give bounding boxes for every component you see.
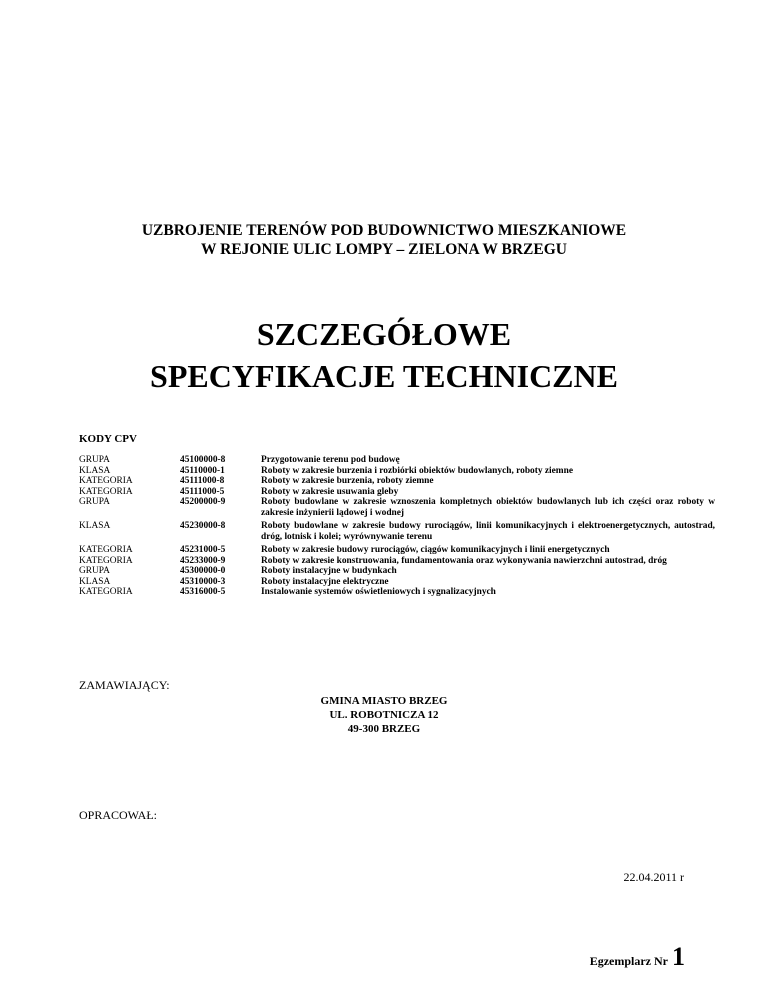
cpv-level: GRUPA — [79, 455, 110, 465]
cpv-description: Roboty instalacyjne w budynkach — [261, 566, 397, 576]
cpv-description: Roboty instalacyjne elektryczne — [261, 576, 389, 587]
cpv-description: Roboty w zakresie konstruowania, fundamentowania oraz wykonywania nawierzchni autostrad, dróg — [261, 555, 667, 566]
cpv-level: KATEGORIA — [79, 587, 133, 597]
client-name: GMINA MIASTO BRZEG — [320, 695, 448, 707]
cpv-level: KLASA — [79, 521, 111, 531]
cpv-row — [79, 577, 715, 588]
cpv-code: 45110000-1 — [180, 465, 225, 476]
cpv-description: Roboty w zakresie burzenia i rozbiórki obiektów budowlanych, roboty ziemne — [261, 465, 573, 476]
cpv-level: KLASA — [79, 576, 111, 587]
cpv-description: Roboty budowlane w zakresie budowy rurociągów, linii komunikacyjnych i elektroenergetycznych, autostrad, dróg, lotnisk i kolei; wyrównywanie terenu — [261, 521, 715, 542]
cpv-code: 45200000-9 — [180, 497, 226, 507]
cpv-code: 45100000-8 — [180, 455, 226, 465]
cpv-code: 45233000-9 — [180, 555, 226, 566]
cpv-level: GRUPA — [79, 497, 110, 507]
cpv-row — [79, 521, 715, 542]
cpv-row — [79, 487, 715, 498]
cpv-row — [79, 455, 715, 466]
cpv-row — [79, 476, 715, 487]
project-title-line1: UZBROJENIE TERENÓW POD BUDOWNICTWO MIESZKANIOWE — [141, 222, 627, 239]
cpv-level: GRUPA — [79, 566, 110, 576]
cpv-description: Roboty budowlane w zakresie wznoszenia kompletnych obiektów budowlanych lub ich części oraz roboty w zakresie inżynierii lądowej i wodnej — [261, 497, 715, 518]
cpv-level: KATEGORIA — [79, 545, 133, 555]
cpv-level: KLASA — [79, 465, 111, 476]
cpv-row — [79, 545, 715, 556]
cpv-code: 45316000-5 — [180, 587, 226, 597]
cpv-level: KATEGORIA — [79, 486, 133, 497]
client-city: 49-300 BRZEG — [347, 723, 421, 735]
copy-label: Egzemplarz Nr — [589, 954, 668, 968]
document-title — [0, 313, 768, 397]
cpv-codes-table — [79, 455, 715, 598]
document-date: 22.04.2011 r — [623, 870, 684, 884]
document-title-line2: SPECYFIKACJE TECHNICZNE — [150, 358, 618, 394]
cpv-row — [79, 497, 715, 518]
cpv-row — [79, 566, 715, 577]
cpv-level: KATEGORIA — [79, 476, 133, 486]
cpv-description: Instalowanie systemów oświetleniowych i sygnalizacyjnych — [261, 587, 496, 597]
document-title-line1: SZCZEGÓŁOWE — [256, 316, 512, 352]
cpv-row — [79, 466, 715, 477]
client-label: ZAMAWIAJĄCY: — [79, 678, 170, 692]
cpv-description: Przygotowanie terenu pod budowę — [261, 455, 400, 465]
cpv-heading: KODY CPV — [79, 433, 137, 445]
cpv-description: Roboty w zakresie usuwania gleby — [261, 486, 399, 497]
client-address — [0, 694, 768, 736]
copy-number-block — [590, 942, 685, 972]
cpv-code: 45231000-5 — [180, 545, 226, 555]
cpv-code: 45111000-8 — [180, 476, 225, 486]
cpv-description: Roboty w zakresie budowy rurociągów, ciągów komunikacyjnych i linii energetycznych — [261, 545, 610, 555]
cpv-code: 45310000-3 — [180, 576, 226, 587]
cpv-row — [79, 587, 715, 598]
cpv-level: KATEGORIA — [79, 555, 133, 566]
project-title — [0, 221, 768, 259]
cpv-code: 45111000-5 — [180, 486, 225, 497]
cpv-description: Roboty w zakresie burzenia, roboty ziemne — [261, 476, 434, 486]
copy-number: 1 — [672, 942, 685, 971]
client-street: UL. ROBOTNICZA 12 — [329, 709, 439, 721]
author-label: OPRACOWAŁ: — [79, 808, 158, 822]
cpv-row — [79, 556, 715, 567]
project-title-line2: W REJONIE ULIC LOMPY – ZIELONA W BRZEGU — [201, 241, 567, 258]
cpv-code: 45300000-0 — [180, 566, 226, 576]
cpv-code: 45230000-8 — [180, 521, 226, 531]
